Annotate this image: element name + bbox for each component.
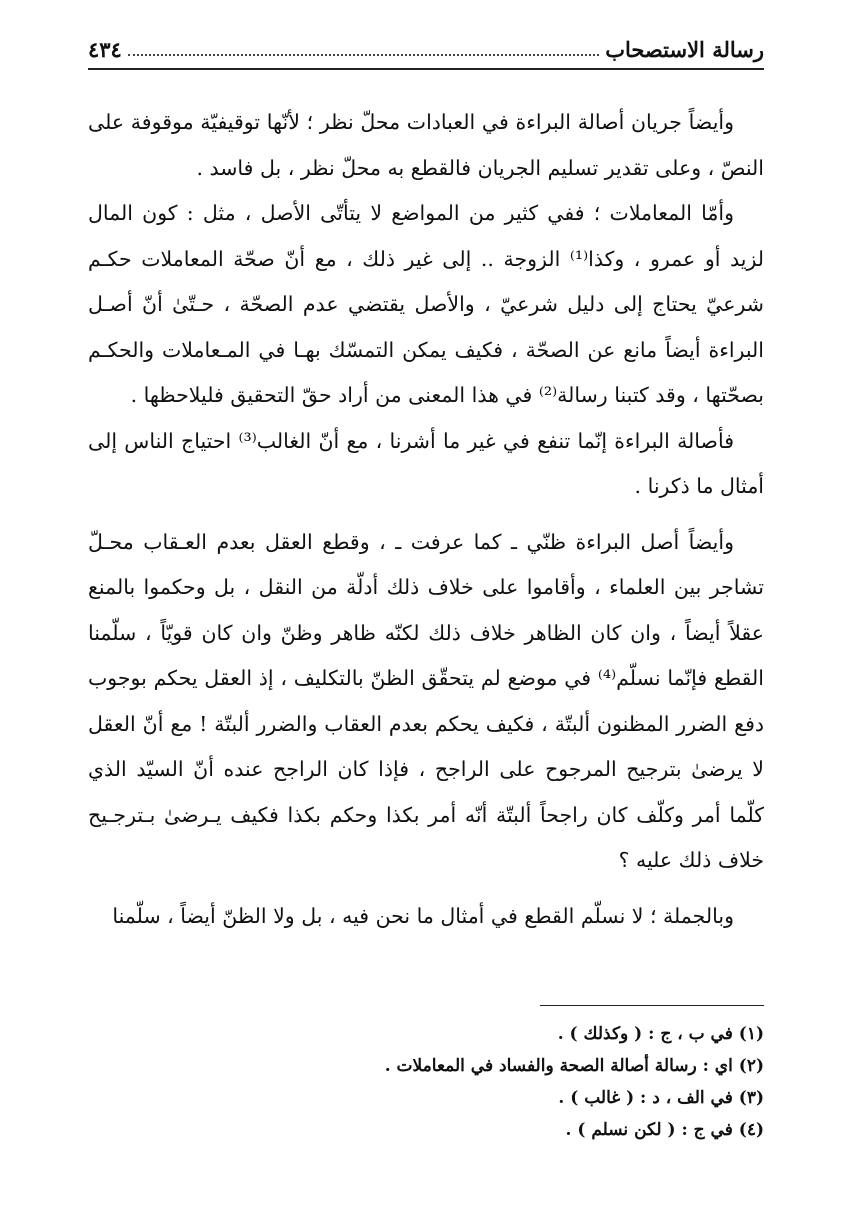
- paragraph: فأصالة البراءة إنّما تنفع في غير ما أشرنا ، مع أنّ الغالب⁽³⁾ احتياج الناس إلى أمثال ما ذكرنا .: [88, 428, 764, 498]
- footnote-item: (٣) في الف ، د : ( غالب ) .: [558, 1088, 764, 1108]
- paragraph: وأيضاً أصل البراءة ظنّي ـ كما عرفت ـ ، وقطع العقل بعدم العـقاب محـلّ تشاجر بين العلماء ، وأقاموا على خلاف ذلك أدلّة من النقل ، بل وحكموا بالمنع عقلاً أيضاً ، وان كان الظاهر خلاف ذلك لكنّه ظاهر وظنّ وان كان قويّاً ، سلّمنا القطع فإنّما نسلّم⁽⁴⁾ في موضع لم يتحقّق الظنّ بالتكليف ، إذ العقل يحكم بوجوب دفع الضرر المظنون ألبتّة ، فكيف يحكم بعدم العقاب والضرر ألبتّة ! مع أنّ العقل لا يرضىٰ بترجيح المرجوح على الراجح ، فإذا كان الراجح عنده أنّ السيّد الذي كلّما أمر وكلّف كان راجحاً ألبتّة أنّه أمر بكذا وحكم بكذا فكيف يـرضىٰ بـترجـيح خلاف ذلك عليه ؟: [88, 529, 764, 872]
- footnote-item: (٤) في ج : ( لكن نسلم ) .: [565, 1120, 764, 1140]
- paragraph: وبالجملة ؛ لا نسلّم القطع في أمثال ما نحن فيه ، بل ولا الظنّ أيضاً ، سلّمنا: [112, 903, 734, 928]
- footnotes: [88, 1018, 764, 1146]
- footnote-item: (١) في ب ، ج : ( وكذلك ) .: [557, 1024, 764, 1044]
- running-head-title: رسالة الاستصحاب: [605, 37, 764, 62]
- footnote-separator: [540, 1005, 764, 1006]
- main-text: [88, 100, 764, 939]
- paragraph: وأمّا المعاملات ؛ ففي كثير من المواضع لا يتأتّى الأصل ، مثل : كون المال لزيد أو عمرو ، وكذا⁽¹⁾ الزوجة .. إلى غير ذلك ، مع أنّ صحّة المعاملات حكـم شرعيّ يحتاج إلى دليل شرعيّ ، والأصل يقتضي عدم الصحّة ، حـتّىٰ أنّ أصـل البراءة أيضاً مانع عن الصحّة ، فكيف يمكن التمسّك بهـا في المـعاملات والحكـم بصحّتها ، وقد كتبنا رسالة⁽²⁾ في هذا المعنى من أراد حقّ التحقيق فليلاحظها .: [88, 201, 764, 407]
- page-number: ٤٣٤: [88, 37, 122, 62]
- leader-dots: [128, 53, 599, 56]
- running-head: [88, 30, 764, 70]
- paragraph: وأيضاً جريان أصالة البراءة في العبادات محلّ نظر ؛ لأنّها توقيفيّة موقوفة على النصّ ، وعلى تقدير تسليم الجريان فالقطع به محلّ نظر ، بل فاسد .: [88, 110, 764, 180]
- footnote-item: (٢) اي : رسالة أصالة الصحة والفساد في المعاملات .: [384, 1056, 764, 1076]
